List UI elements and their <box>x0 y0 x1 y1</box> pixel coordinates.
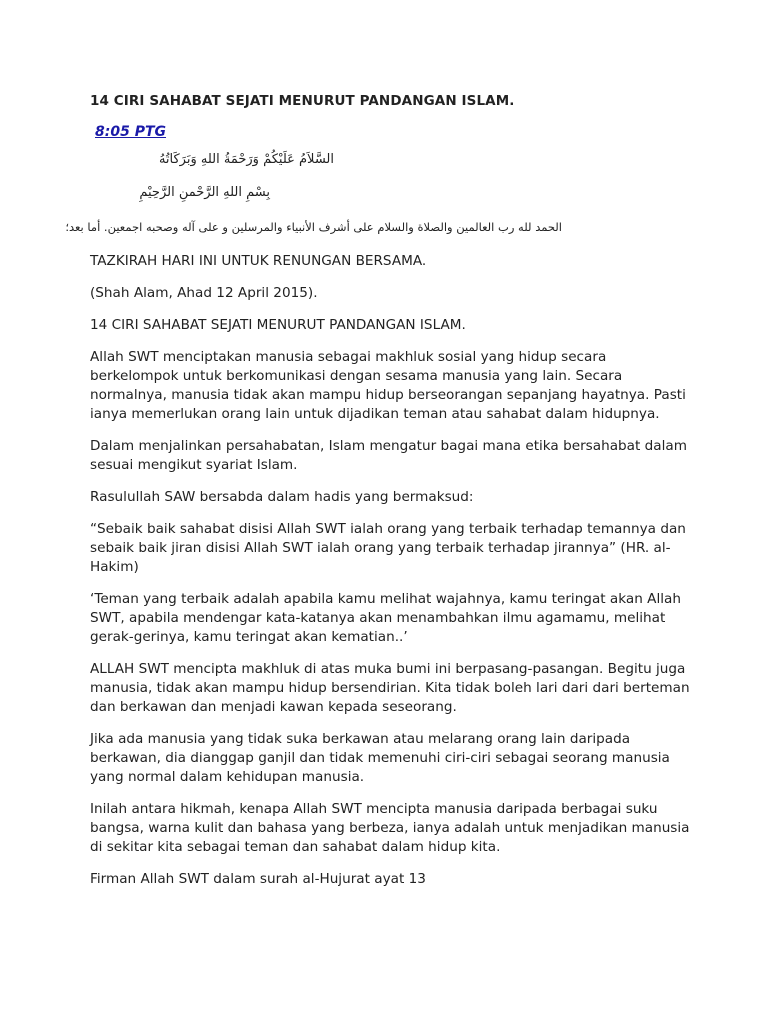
paragraph-firman: Firman Allah SWT dalam surah al-Hujurat ayat 13 <box>90 871 426 887</box>
paragraph-teman-quote: ‘Teman yang terbaik adalah apabila kamu melihat wajahnya, kamu teringat akan Allah SWT, apabila mendengar kata-katanya akan menambahkan ilmu agamamu, melihat gerak-gerinya, kamu teringat akan kematian..’ <box>90 591 681 645</box>
paragraph-etika: Dalam menjalinkan persahabatan, Islam mengatur bagai mana etika bersahabat dalam sesuai mengikut syariat Islam. <box>90 438 687 473</box>
paragraph-hikmah: Inilah antara hikmah, kenapa Allah SWT mencipta manusia daripada berbagai suku bangsa, warna kulit dan bahasa yang berbeza, ianya adalah untuk menjadikan manusia di sekitar kita sebagai teman dan sahabat dalam hidup kita. <box>90 801 690 855</box>
arabic-bismillah-line: بِسْمِ اللهِ الرَّحْمنِ الرَّحِيْمِ <box>139 185 270 200</box>
paragraph-tazkirah: TAZKIRAH HARI INI UNTUK RENUNGAN BERSAMA. <box>90 253 427 269</box>
paragraph-ganjil: Jika ada manusia yang tidak suka berkawan atau melarang orang lain daripada berkawan, dia dianggap ganjil dan tidak memenuhi ciri-ciri sebagai seorang manusia yang normal dalam kehidupan manusia. <box>90 731 670 785</box>
paragraph-intro: Allah SWT menciptakan manusia sebagai makhluk sosial yang hidup secara berkelompok untuk berkomunikasi dengan sesama manusia yang lain. Secara normalnya, manusia tidak akan mampu hidup berseorangan sepanjang hayatnya. Pasti ianya memerlukan orang lain untuk dijadikan teman atau sahabat dalam hidupnya. <box>90 349 686 422</box>
arabic-hamd-line: الحمد لله رب العالمين والصلاة والسلام على أشرف الأنبياء والمرسلين و على آله وصحبه اجمعين. أما بعد؛ <box>65 220 562 234</box>
arabic-salam-line: السَّلاَمُ عَلَيْكُمْ وَرَحْمَةُ اللهِ وَبَرَكَاتُهُ <box>158 152 334 167</box>
document-title: 14 CIRI SAHABAT SEJATI MENURUT PANDANGAN ISLAM. <box>90 93 515 109</box>
paragraph-subtitle: 14 CIRI SAHABAT SEJATI MENURUT PANDANGAN ISLAM. <box>90 317 466 333</box>
time-link[interactable]: 8:05 PTG <box>95 124 166 140</box>
paragraph-berpasangan: ALLAH SWT mencipta makhluk di atas muka bumi ini berpasang-pasangan. Begitu juga manusia, tidak akan mampu hidup bersendirian. Kita tidak boleh lari dari dari berteman dan berkawan dan menjadi kawan kepada seseorang. <box>90 661 690 715</box>
paragraph-hadis-intro: Rasulullah SAW bersabda dalam hadis yang bermaksud: <box>90 489 474 505</box>
paragraph-location-date: (Shah Alam, Ahad 12 April 2015). <box>90 285 318 301</box>
document-body <box>90 252 690 902</box>
paragraph-hadis-quote: “Sebaik baik sahabat disisi Allah SWT ialah orang yang terbaik terhadap temannya dan sebaik baik jiran disisi Allah SWT ialah orang yang terbaik terhadap jirannya” (HR. al-Hakim) <box>90 521 686 575</box>
